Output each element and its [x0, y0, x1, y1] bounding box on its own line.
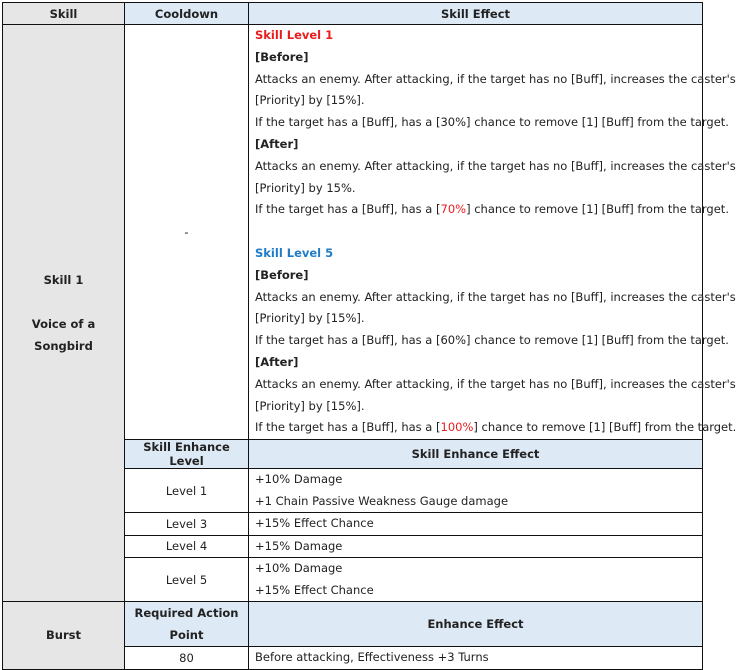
cooldown-value: - [125, 25, 249, 440]
enhance-effect-line: +10% Damage [255, 561, 343, 576]
header-row [3, 3, 703, 25]
skill-table [2, 2, 736, 670]
header-required-ap-line1: Required Action [134, 606, 239, 621]
level1-after-line3 [255, 199, 729, 221]
burst-effect-text: Before attacking, Effectiveness +3 Turns [255, 650, 489, 665]
enhance-level: Level 3 [125, 513, 249, 536]
header-burst-enhance-effect: Enhance Effect [249, 602, 703, 647]
enhance-effect-line: +15% Damage [255, 538, 343, 553]
enhance-effect [249, 535, 703, 558]
burst-header-row [3, 602, 703, 647]
skill-name-line2: Songbird [34, 339, 93, 354]
enhance-effect [249, 513, 703, 536]
enhance-effect [249, 558, 703, 602]
text: ] chance to remove [1] [Buff] from the target. [466, 202, 729, 217]
level1-before-line3: If the target has a [Buff], has a [30%] chance to remove [1] [Buff] from the target. [255, 115, 729, 130]
skill-main-row [3, 25, 703, 440]
text: If the target has a [Buff], has a [ [255, 420, 441, 435]
level1-before-line1: Attacks an enemy. After attacking, if the target has no [Buff], increases the caster's [255, 71, 736, 86]
level1-after-label: [After] [255, 136, 299, 151]
enhance-effect-line: +15% Effect Chance [255, 516, 374, 531]
level5-title: Skill Level 5 [255, 245, 334, 260]
level5-after-line1: Attacks an enemy. After attacking, if the target has no [Buff], increases the caster's [255, 376, 736, 391]
burst-effect [249, 647, 703, 670]
level1-before-line2: [Priority] by [15%]. [255, 93, 365, 108]
enhance-effect-line: +1 Chain Passive Weakness Gauge damage [255, 493, 509, 508]
skill-effect-cell [249, 25, 736, 440]
enhance-effect-line: +10% Damage [255, 472, 343, 487]
level5-before-line3: If the target has a [Buff], has a [60%] chance to remove [1] [Buff] from the target. [255, 333, 729, 348]
skill-name-cell [3, 25, 125, 602]
header-enhance-effect: Skill Enhance Effect [249, 440, 703, 469]
header-skill-effect: Skill Effect [249, 3, 703, 25]
skill-label: Skill 1 [43, 273, 84, 288]
highlight-value: 100% [440, 420, 474, 435]
header-skill: Skill [3, 3, 125, 25]
level1-after-line1: Attacks an enemy. After attacking, if the target has no [Buff], increases the caster's [255, 158, 736, 173]
level5-before-line1: Attacks an enemy. After attacking, if the target has no [Buff], increases the caster's [255, 289, 736, 304]
level1-title: Skill Level 1 [255, 28, 334, 42]
skill-name-line1: Voice of a [31, 317, 96, 332]
level5-after-label: [After] [255, 354, 299, 369]
level1-after-line2: [Priority] by 15%. [255, 180, 356, 195]
level5-after-line3 [255, 417, 736, 439]
header-cooldown: Cooldown [125, 3, 249, 25]
level5-before-label: [Before] [255, 267, 309, 282]
burst-label: Burst [3, 602, 125, 670]
enhance-level: Level 1 [125, 469, 249, 513]
level5-before-line2: [Priority] by [15%]. [255, 311, 365, 326]
enhance-effect-line: +15% Effect Chance [255, 582, 374, 597]
text: ] chance to remove [1] [Buff] from the target. [473, 420, 736, 435]
header-required-ap-line2: Point [169, 628, 204, 643]
header-enhance-level: Skill Enhance Level [125, 440, 249, 469]
level5-after-line2: [Priority] by [15%]. [255, 398, 365, 413]
header-required-ap [125, 602, 249, 647]
enhance-effect [249, 469, 703, 513]
enhance-level: Level 4 [125, 535, 249, 558]
highlight-value: 70% [440, 202, 467, 217]
level1-before-label: [Before] [255, 49, 309, 64]
enhance-level: Level 5 [125, 558, 249, 602]
text: If the target has a [Buff], has a [ [255, 202, 441, 217]
burst-ap-value: 80 [125, 647, 249, 670]
